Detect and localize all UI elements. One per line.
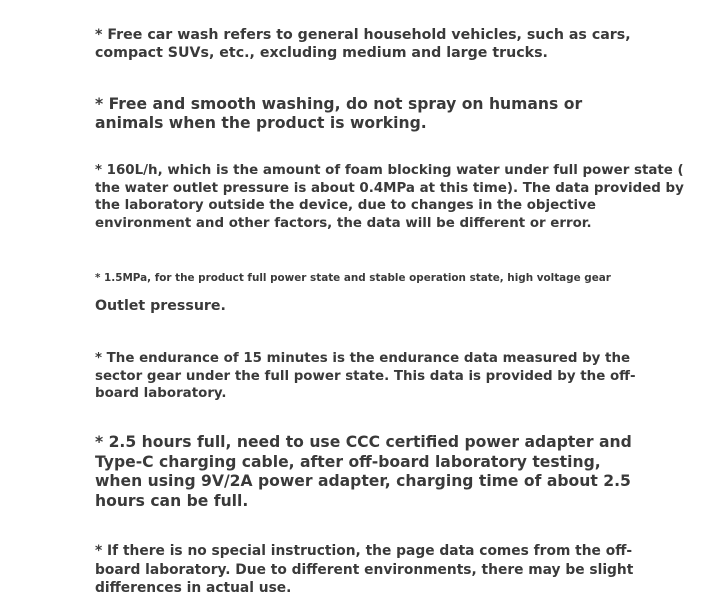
note-outlet-pressure: Outlet pressure. — [95, 298, 226, 314]
note-endurance: * The endurance of 15 minutes is the endurance data measured by the sector gear under the full power state. This data is provided by the off- board laboratory. — [95, 351, 636, 401]
note-safety-warning: * Free and smooth washing, do not spray on humans or animals when the product is working. — [95, 95, 583, 132]
note-foam-flow-rate: * 160L/h, which is the amount of foam blocking water under full power state ( the water outlet pressure is about 0.4MPa at this time). The data provided by the laboratory outside the device, due to changes in the objective environment and other factors, the data will be different or error. — [95, 163, 684, 231]
note-charging-time: * 2.5 hours full, need to use CCC certified power adapter and Type-C charging cable, after off-board laboratory testing, when using 9V/2A power adapter, charging time of about 2.5 hours can be full. — [95, 433, 632, 510]
note-pressure-rating: * 1.5MPa, for the product full power state and stable operation state, high voltage gear — [95, 272, 611, 284]
note-car-wash-scope: * Free car wash refers to general household vehicles, such as cars, compact SUVs, etc., excluding medium and large trucks. — [95, 27, 631, 61]
note-data-source: * If there is no special instruction, the page data comes from the off- board laboratory. Due to different environments, there may be slight differences in actual use. — [95, 543, 634, 596]
